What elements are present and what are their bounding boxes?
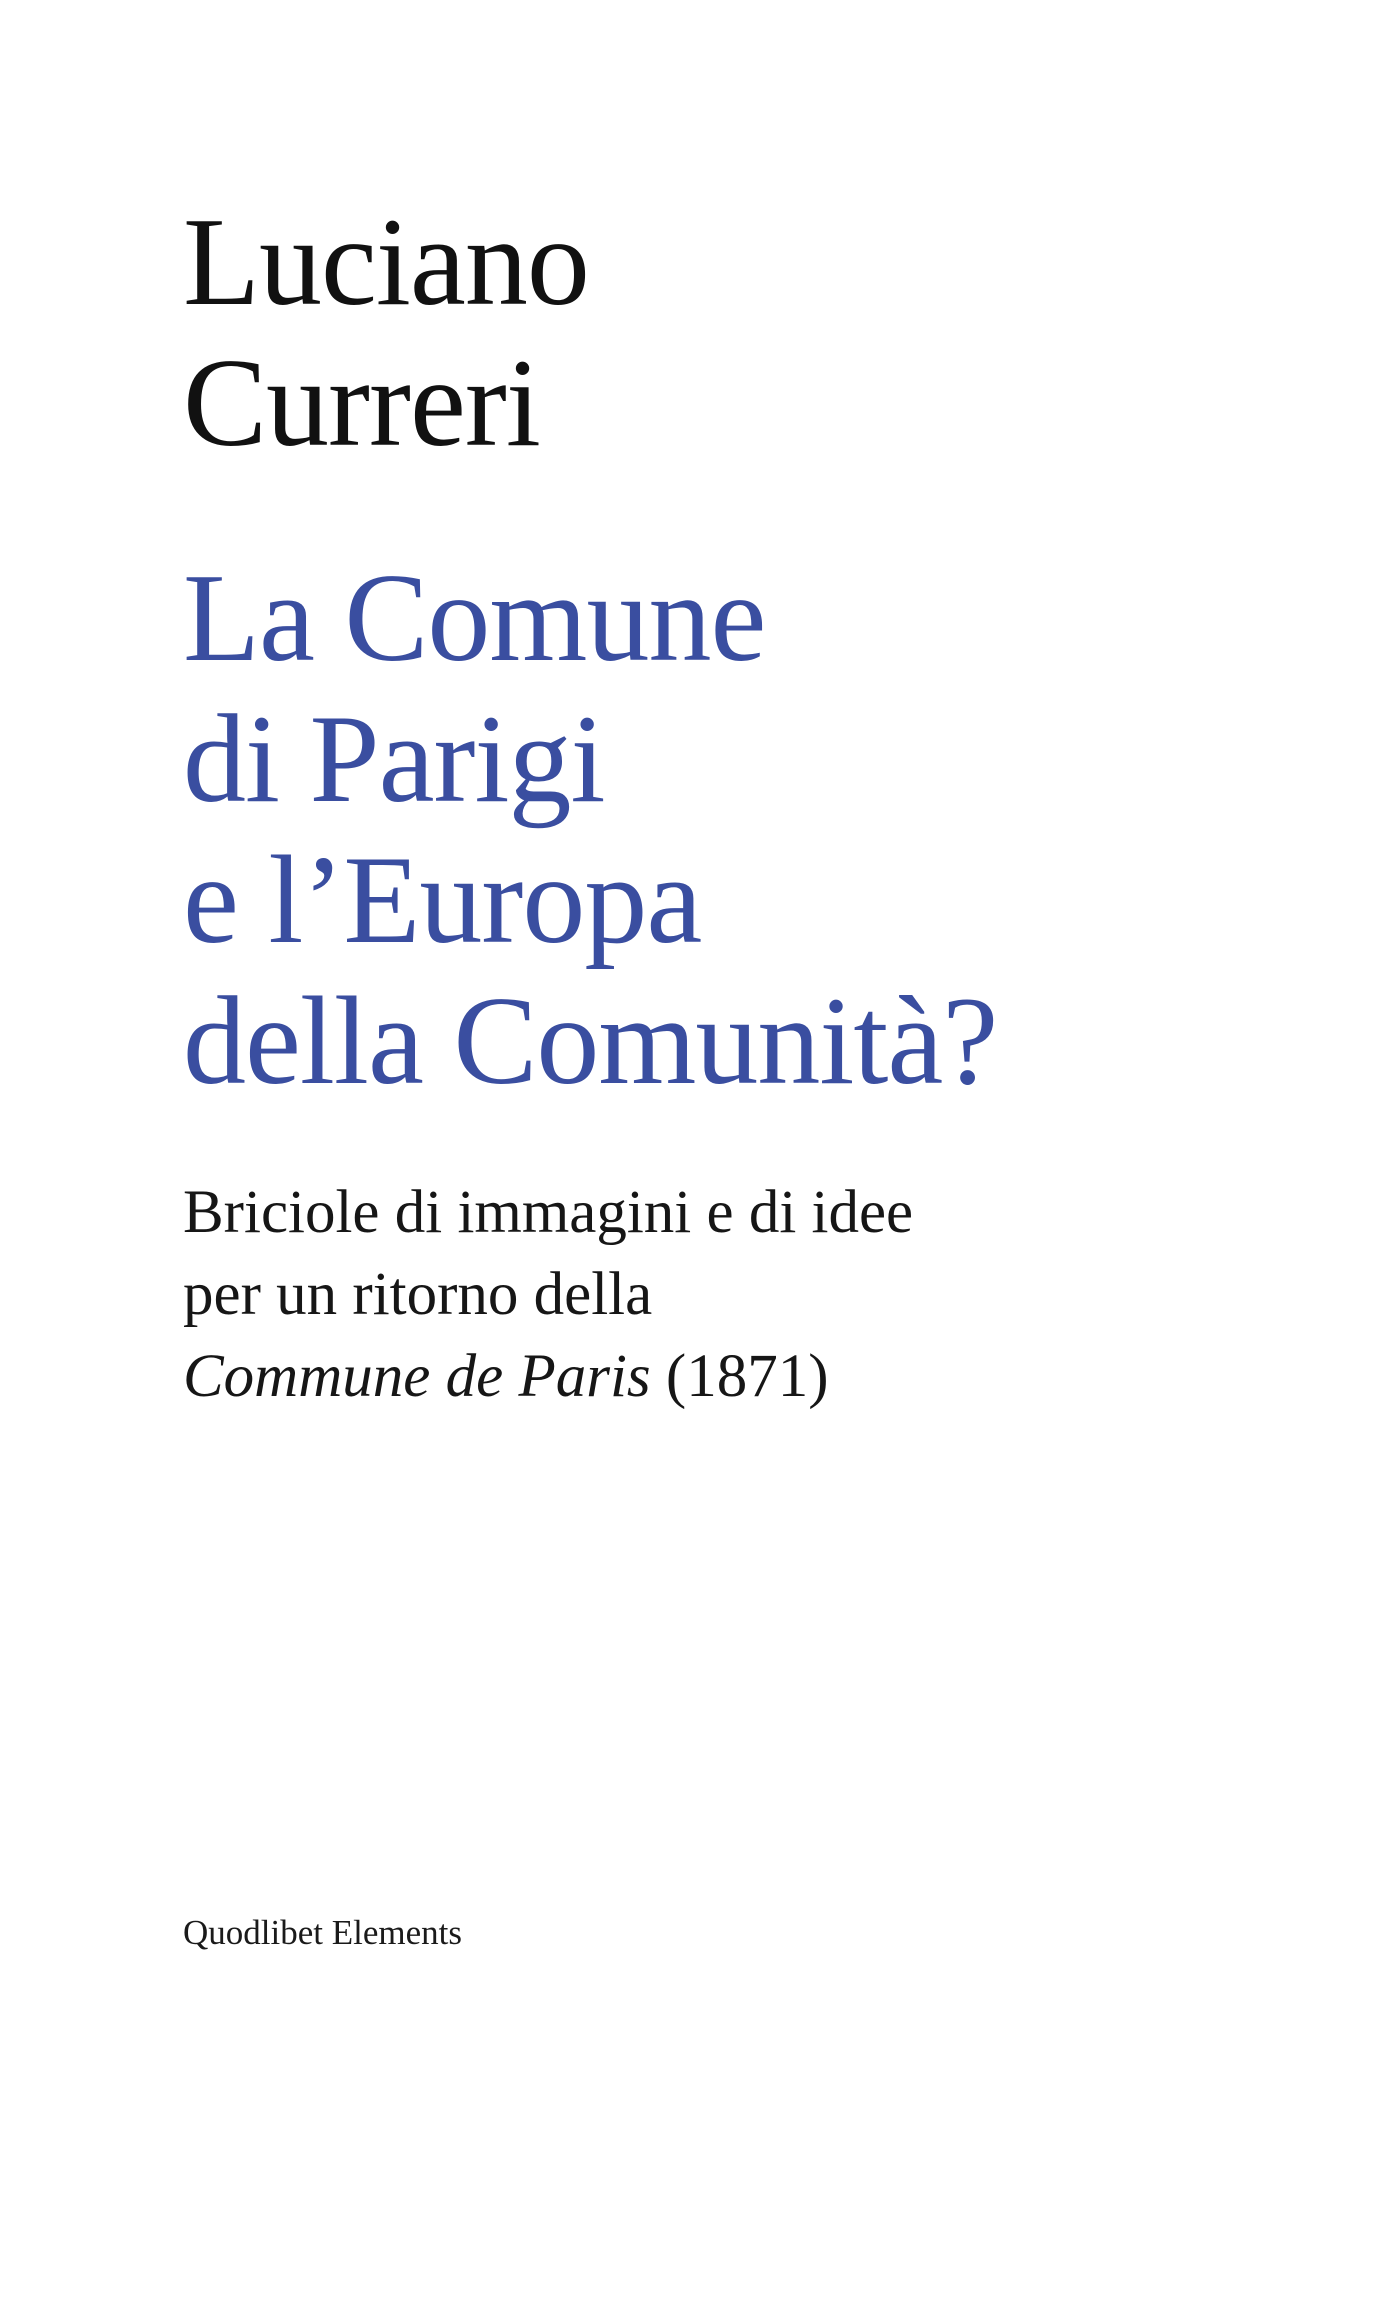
title-line: La Comune: [183, 549, 766, 688]
book-title: [183, 548, 997, 1112]
subtitle-line: per un ritorno della: [183, 1261, 653, 1328]
author-name: [183, 192, 589, 474]
title-line: della Comunità?: [183, 972, 998, 1111]
book-subtitle: [183, 1172, 913, 1418]
author-last-name: Curreri: [183, 334, 540, 473]
subtitle-year: (1871): [650, 1343, 829, 1410]
subtitle-italic-phrase: Commune de Paris: [183, 1343, 651, 1410]
subtitle-line: [183, 1336, 913, 1418]
title-line: di Parigi: [183, 690, 605, 829]
author-first-name: Luciano: [183, 193, 589, 332]
subtitle-line: Briciole di immagini e di idee: [183, 1179, 914, 1246]
publisher-series: Quodlibet Elements: [183, 1913, 462, 1952]
title-line: e l’Europa: [183, 831, 702, 970]
